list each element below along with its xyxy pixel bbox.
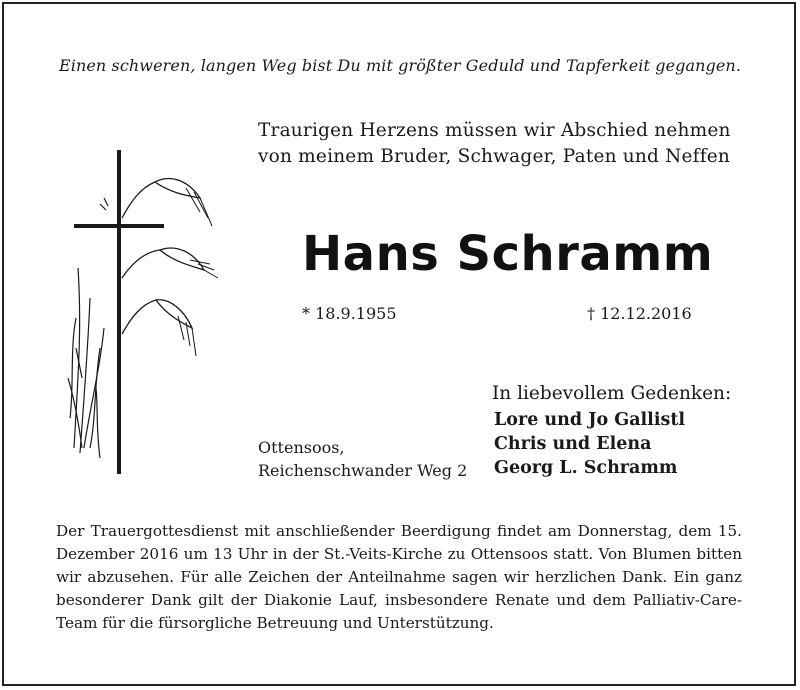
birth-date: * 18.9.1955 — [302, 304, 397, 323]
intro-text — [258, 118, 731, 170]
wheat-ears — [155, 179, 204, 328]
address-town: Ottensoos, — [258, 438, 345, 457]
mourner-1: Lore und Jo Gallistl — [494, 410, 686, 430]
cross-horizontal — [74, 224, 164, 228]
grass-stems — [68, 198, 108, 458]
cross-with-wheat-icon — [60, 148, 230, 478]
wheat-ear-2 — [160, 248, 204, 270]
memory-heading: In liebevollem Gedenken: — [492, 383, 732, 404]
cross-vertical — [117, 150, 121, 474]
mourners-list — [494, 408, 685, 480]
wheat-stems — [122, 182, 160, 334]
mourner-3: Georg L. Schramm — [494, 458, 678, 478]
address-street: Reichenschwander Weg 2 — [258, 461, 468, 480]
mourner-2: Chris und Elena — [494, 434, 652, 454]
address — [258, 436, 467, 482]
intro-line-2: von meinem Bruder, Schwager, Paten und Neffen — [258, 146, 731, 167]
death-date: † 12.12.2016 — [587, 304, 692, 323]
motto: Einen schweren, langen Weg bist Du mit größter Geduld und Tapferkeit gegangen. — [58, 56, 742, 75]
wheat-awns — [178, 188, 218, 356]
intro-line-1: Traurigen Herzens müssen wir Abschied nehmen — [258, 120, 731, 141]
service-details: Der Trauergottesdienst mit anschließender Beerdigung findet am Donnerstag, dem 15. Dezember 2016 um 13 Uhr in der St.-Veits-Kirche zu Ottensoos statt. Von Blumen bitten wir abzusehen. Für alle Zeichen der Anteilnahme sagen wir herzlichen Dank. Ein ganz besonderer Dank gilt der Diakonie Lauf, insbesondere Renate und dem Palliativ-Care-Team für die fürsorgliche Betreuung und Unterstützung. — [56, 522, 742, 632]
wheat-ear-1 — [155, 179, 200, 198]
deceased-name: Hans Schramm — [302, 226, 714, 282]
